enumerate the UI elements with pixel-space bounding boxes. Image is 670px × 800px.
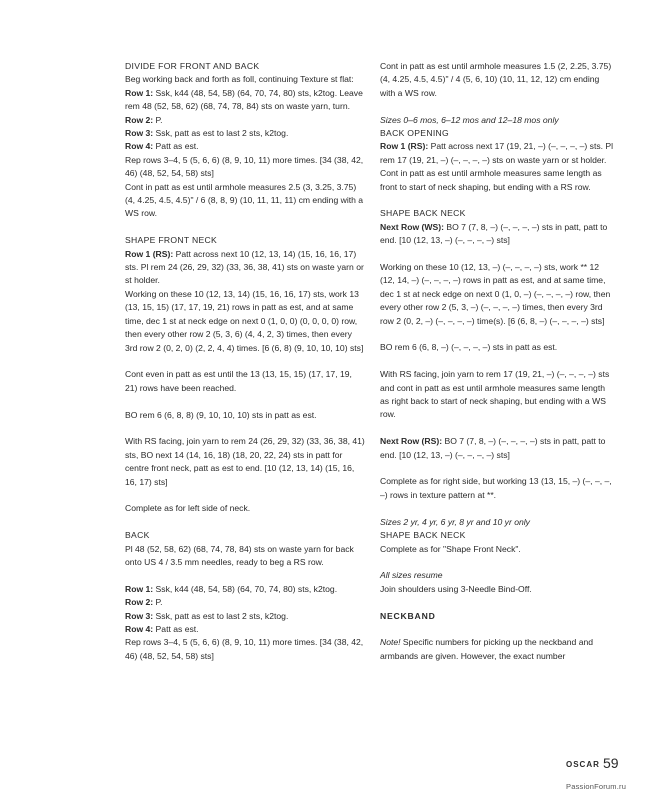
line-text: SHAPE BACK NECK bbox=[380, 530, 466, 541]
instruction-line bbox=[125, 181, 365, 221]
instruction-line bbox=[125, 435, 365, 489]
line-text: Sizes 0–6 mos, 6–12 mos and 12–18 mos only bbox=[380, 114, 559, 125]
watermark: PassionForum.ru bbox=[566, 782, 627, 791]
instruction-line bbox=[380, 60, 616, 100]
line-text: BO 7 (7, 8, –) (–, –, –, –) sts in patt, patt to end. [10 (12, 13, –) (–, –, –, –) sts] bbox=[380, 221, 608, 246]
text-block bbox=[125, 368, 365, 395]
line-text: With RS facing, join yarn to rem 24 (26, 29, 32) (33, 36, 38, 41) sts, BO next 14 (14, 16, 18) (18, 20, 22, 24) sts in patt for centre front neck, patt as est to end. [10 (12, 13, 14) (15, 16, 16, 17) sts] bbox=[125, 436, 365, 487]
instruction-line bbox=[125, 636, 365, 663]
instruction-line bbox=[380, 543, 616, 556]
instruction-line bbox=[125, 248, 365, 288]
text-block bbox=[380, 516, 616, 556]
size-note bbox=[380, 516, 616, 529]
text-block bbox=[125, 529, 365, 569]
line-text: BACK bbox=[125, 530, 150, 541]
row-label: Note! bbox=[380, 637, 401, 648]
line-text: Patt as est. bbox=[153, 623, 199, 634]
row-label: Next Row (WS): bbox=[380, 221, 444, 232]
text-block bbox=[380, 261, 616, 328]
line-text: BO rem 6 (6, 8, 8) (9, 10, 10, 10) sts in patt as est. bbox=[125, 409, 317, 420]
instruction-line bbox=[380, 261, 616, 328]
instruction-line bbox=[125, 610, 365, 623]
line-text: BACK OPENING bbox=[380, 128, 450, 139]
section-heading bbox=[125, 60, 365, 73]
line-text: Cont in patt as est until armhole measures 1.5 (2, 2.25, 3.75) (4, 4.25, 4.5, 4.5)" / 4 (5, 6, 10) (10, 11, 12, 12) cm ending with a WS row. bbox=[380, 61, 612, 98]
instruction-line bbox=[380, 167, 616, 194]
line-text: Join shoulders using 3-Needle Bind-Off. bbox=[380, 583, 532, 594]
line-text: Cont in patt as est until armhole measures same length as front to start of neck shaping, but ending with a RS row. bbox=[380, 168, 602, 192]
line-text: Sizes 2 yr, 4 yr, 6 yr, 8 yr and 10 yr only bbox=[380, 516, 530, 527]
line-text: Ssk, k44 (48, 54, 58) (64, 70, 74, 80) sts, k2tog. bbox=[153, 583, 338, 594]
size-note bbox=[380, 569, 616, 582]
section-heading bbox=[380, 127, 616, 140]
instruction-line bbox=[125, 623, 365, 636]
line-text: SHAPE BACK NECK bbox=[380, 208, 466, 219]
instruction-line bbox=[125, 502, 365, 515]
row-label: Row 4: bbox=[125, 623, 154, 634]
row-label: Row 1: bbox=[125, 87, 154, 98]
line-text: Rep rows 3–4, 5 (5, 6, 6) (8, 9, 10, 11) more times. [34 (38, 42, 46) (48, 52, 54, 58) sts] bbox=[125, 637, 364, 661]
instruction-line bbox=[125, 583, 365, 596]
instruction-line bbox=[125, 368, 365, 395]
instruction-line bbox=[125, 73, 365, 86]
row-label: Row 2: bbox=[125, 597, 154, 608]
line-text: Working on these 10 (12, 13, –) (–, –, –, –) sts, work ** 12 (12, 14, –) (–, –, –, –) rows in patt as est, and at same time, dec 1 st at neck edge on next 0 (1, 0, –) (–, –, –, –) row, then every other row 2 (5, 3, –) (–, –, –, –) times, then every 3rd row 2 (0, 2, –) (–, –, –, –) time(s). [6 (6, 8, –) (–, –, –, –) sts] bbox=[380, 262, 611, 326]
line-text: Ssk, patt as est to last 2 sts, k2tog. bbox=[153, 610, 289, 621]
row-label: Row 1 (RS): bbox=[380, 141, 429, 152]
line-text: Complete as for left side of neck. bbox=[125, 503, 251, 514]
instruction-line bbox=[125, 114, 365, 127]
text-block bbox=[380, 636, 616, 663]
line-text: BO 7 (7, 8, –) (–, –, –, –) sts in patt, patt to end. [10 (12, 13, –) (–, –, –, –) sts] bbox=[380, 436, 606, 460]
section-heading bbox=[125, 529, 365, 542]
instruction-line bbox=[380, 221, 616, 248]
instruction-line bbox=[125, 87, 365, 114]
row-label: Row 1 (RS): bbox=[125, 248, 174, 259]
line-text: Ssk, k44 (48, 54, 58) (64, 70, 74, 80) sts, k2tog. Leave rem 48 (52, 58, 62) (68, 74, 78, 84) sts on waste yarn, turn. bbox=[125, 87, 363, 112]
line-text: Patt across next 17 (19, 21, –) (–, –, –, –) sts. Pl rem 17 (19, 21, –) (–, –, –, –) sts on waste yarn or st holder. bbox=[380, 141, 614, 165]
instruction-line bbox=[125, 127, 365, 140]
instruction-line bbox=[380, 435, 616, 462]
text-block bbox=[380, 368, 616, 422]
size-note bbox=[380, 114, 616, 127]
line-text: All sizes resume bbox=[380, 570, 443, 581]
line-text: Rep rows 3–4, 5 (5, 6, 6) (8, 9, 10, 11) more times. [34 (38, 42, 46) (48, 52, 54, 58) sts] bbox=[125, 154, 364, 179]
text-block bbox=[125, 583, 365, 663]
line-text: Complete as for right side, but working 13 (13, 15, –) (–, –, –, –) rows in texture pattern at **. bbox=[380, 476, 612, 500]
instruction-line bbox=[125, 288, 365, 355]
line-text: Cont even in patt as est until the 13 (13, 15, 15) (17, 17, 19, 21) rows have been reached. bbox=[125, 369, 352, 393]
instruction-line bbox=[125, 596, 365, 609]
row-label: Row 1: bbox=[125, 583, 154, 594]
line-text: Cont in patt as est until armhole measures 2.5 (3, 3.25, 3.75) (4, 4.25, 4.5, 4.5)" / 6 (8, 8, 9) (10, 11, 11, 11) cm ending with a WS row. bbox=[125, 181, 364, 219]
row-label: Row 4: bbox=[125, 141, 154, 152]
instruction-line bbox=[125, 140, 365, 153]
section-heading bbox=[380, 529, 616, 542]
line-text: Complete as for "Shape Front Neck". bbox=[380, 543, 521, 554]
instruction-line bbox=[380, 583, 616, 596]
line-text: P. bbox=[153, 114, 163, 125]
section-heading bbox=[380, 207, 616, 220]
line-text: Working on these 10 (12, 13, 14) (15, 16, 16, 17) sts, work 13 (13, 15, 15) (17, 17, 19, 21) rows in patt as est, and at same time, dec 1 st at neck edge on next 0 (1, 0, 0) (0, 0, 0, 0) row, then every other row 2 (5, 3, 6) (4, 4, 2, 3) times, then every 3rd row 2 (0, 2, 0) (2, 2, 4, 4) times. [6 (6, 8) (9, 10, 10, 10) sts] bbox=[125, 288, 364, 353]
instruction-line bbox=[380, 341, 616, 354]
text-block bbox=[380, 207, 616, 247]
page-number: 59 bbox=[603, 755, 619, 771]
text-block bbox=[125, 435, 365, 489]
line-text: With RS facing, join yarn to rem 17 (19, 21, –) (–, –, –, –) sts and cont in patt as est until armhole measures same length as right back to start of neck shaping, but ending with a WS row. bbox=[380, 369, 610, 420]
line-text: BO rem 6 (6, 8, –) (–, –, –, –) sts in patt as est. bbox=[380, 342, 558, 353]
line-text: SHAPE FRONT NECK bbox=[125, 235, 218, 246]
text-block bbox=[380, 114, 616, 194]
line-text: NECKBAND bbox=[380, 610, 436, 621]
text-block bbox=[380, 60, 616, 100]
row-label: Row 3: bbox=[125, 128, 154, 139]
instruction-line bbox=[380, 368, 616, 422]
line-text: Ssk, patt as est to last 2 sts, k2tog. bbox=[153, 128, 289, 139]
line-text: P. bbox=[153, 597, 163, 608]
line-text: Pl 48 (52, 58, 62) (68, 74, 78, 84) sts on waste yarn for back onto US 4 / 3.5 mm needles, ready to beg a RS row. bbox=[125, 543, 354, 567]
line-text: Patt across next 10 (12, 13, 14) (15, 16, 16, 17) sts. Pl rem 24 (26, 29, 32) (33, 36, 38, 41) sts on waste yarn or st holder. bbox=[125, 248, 364, 286]
right-column bbox=[380, 60, 616, 677]
section-heading bbox=[380, 610, 616, 623]
footer-brand: OSCAR bbox=[566, 760, 600, 769]
instruction-line bbox=[125, 409, 365, 422]
text-block bbox=[380, 475, 616, 502]
text-block bbox=[125, 409, 365, 422]
instruction-line bbox=[380, 140, 616, 167]
line-text: Patt as est. bbox=[153, 141, 199, 152]
row-label: Row 2: bbox=[125, 114, 154, 125]
text-block bbox=[125, 502, 365, 515]
instruction-line bbox=[380, 475, 616, 502]
text-block bbox=[125, 60, 365, 221]
text-block bbox=[380, 569, 616, 596]
text-block bbox=[380, 610, 616, 623]
instruction-line bbox=[125, 543, 365, 570]
line-text: DIVIDE FOR FRONT AND BACK bbox=[125, 61, 260, 71]
left-column bbox=[125, 60, 365, 677]
instruction-line bbox=[380, 636, 616, 663]
instruction-line bbox=[125, 154, 365, 181]
row-label: Next Row (RS): bbox=[380, 436, 443, 447]
text-block bbox=[125, 234, 365, 355]
text-block bbox=[380, 341, 616, 354]
row-label: Row 3: bbox=[125, 610, 154, 621]
text-block bbox=[380, 435, 616, 462]
line-text: Beg working back and forth as foll, continuing Texture st flat: bbox=[125, 74, 354, 85]
section-heading bbox=[125, 234, 365, 247]
line-text: Specific numbers for picking up the neckband and armbands are given. However, the exact number bbox=[380, 637, 594, 661]
